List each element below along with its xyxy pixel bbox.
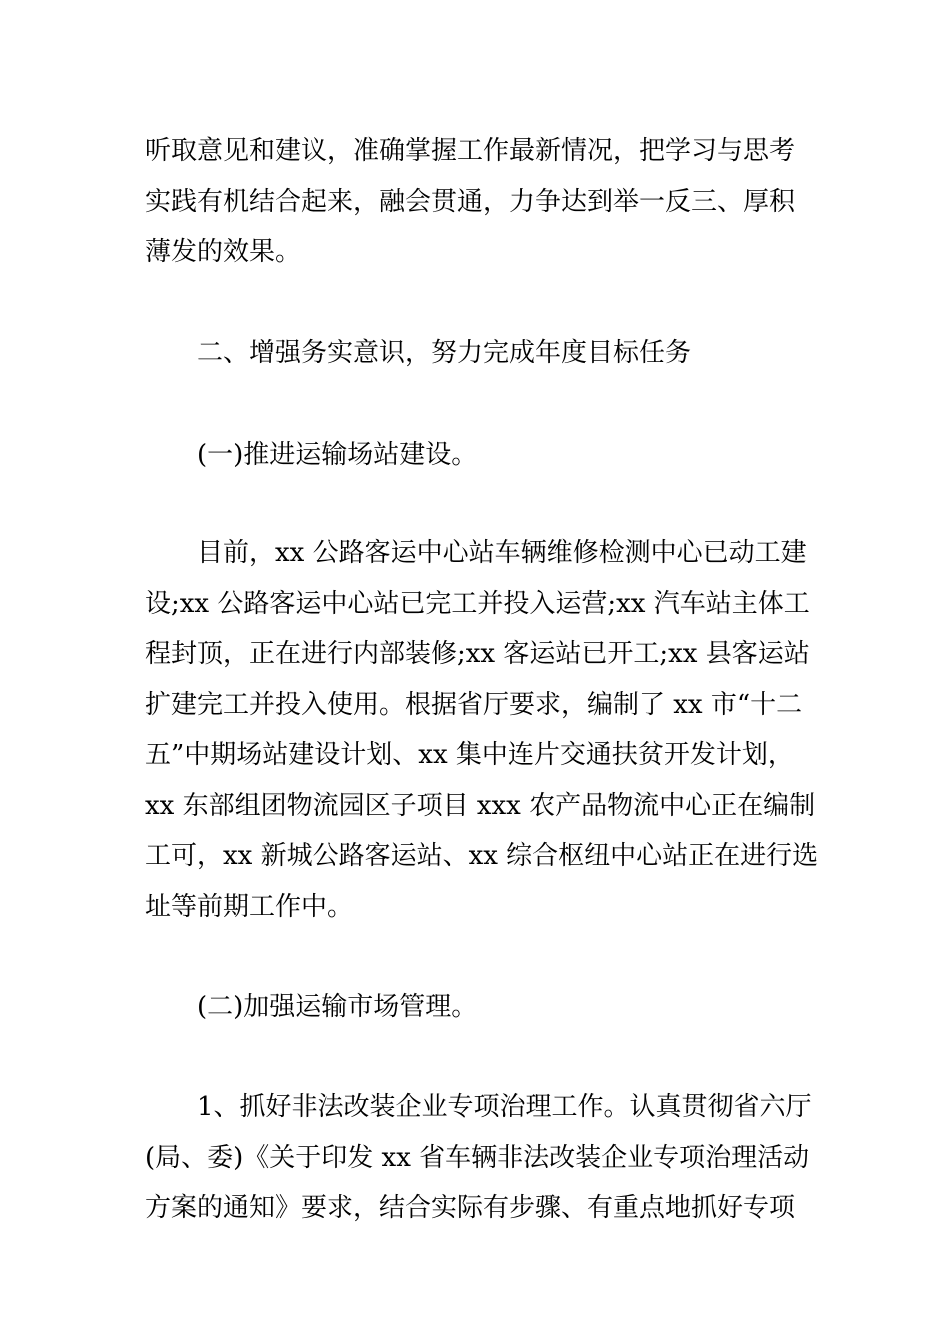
paragraph-line: 程封顶，正在进行内部装修;xx 客运站已开工;xx 县客运站 <box>145 639 810 669</box>
paragraph-line: 设;xx 公路客运中心站已完工并投入运营;xx 汽车站主体工 <box>145 588 810 619</box>
paragraph-line: 实践有机结合起来，融会贯通，力争达到举一反三、厚积 <box>145 186 796 217</box>
subsection-heading <box>145 982 807 1033</box>
paragraph-line: 目前，xx 公路客运中心站车辆维修检测中心已动工建 <box>197 538 807 568</box>
section-heading <box>145 328 807 379</box>
subsection-one-heading: (一)推进运输场站建设。 <box>197 440 478 470</box>
section-two-heading: 二、增强务实意识，努力完成年度目标任务 <box>197 338 692 368</box>
paragraph-line: 薄发的效果。 <box>145 237 302 267</box>
continuation-paragraph <box>145 126 807 278</box>
paragraph-line: (局、委)《关于印发 xx 省车辆非法改装企业专项治理活动 <box>145 1142 810 1173</box>
item-one-paragraph <box>145 1082 812 1234</box>
paragraph-line: 方案的通知》要求，结合实际有步骤、有重点地抓好专项 <box>145 1193 796 1223</box>
station-construction-paragraph <box>145 528 819 932</box>
subsection-two-heading: (二)加强运输市场管理。 <box>197 992 478 1022</box>
paragraph-line: xx 东部组团物流园区子项目 xxx 农产品物流中心正在编制 <box>145 790 816 821</box>
subsection-heading <box>145 430 807 481</box>
paragraph-line: 址等前期工作中。 <box>145 891 354 922</box>
paragraph-line: 1、抓好非法改装企业专项治理工作。认真贯彻省六厅 <box>197 1092 812 1122</box>
paragraph-line: 扩建完工并投入使用。根据省厅要求，编制了 xx 市“十二 <box>145 689 803 720</box>
paragraph-line: 工可，xx 新城公路客运站、xx 综合枢纽中心站正在进行选 <box>145 841 819 871</box>
paragraph-line: 听取意见和建议，准确掌握工作最新情况，把学习与思考 <box>145 136 796 166</box>
paragraph-line: 五”中期场站建设计划、xx 集中连片交通扶贫开发计划， <box>145 740 794 770</box>
